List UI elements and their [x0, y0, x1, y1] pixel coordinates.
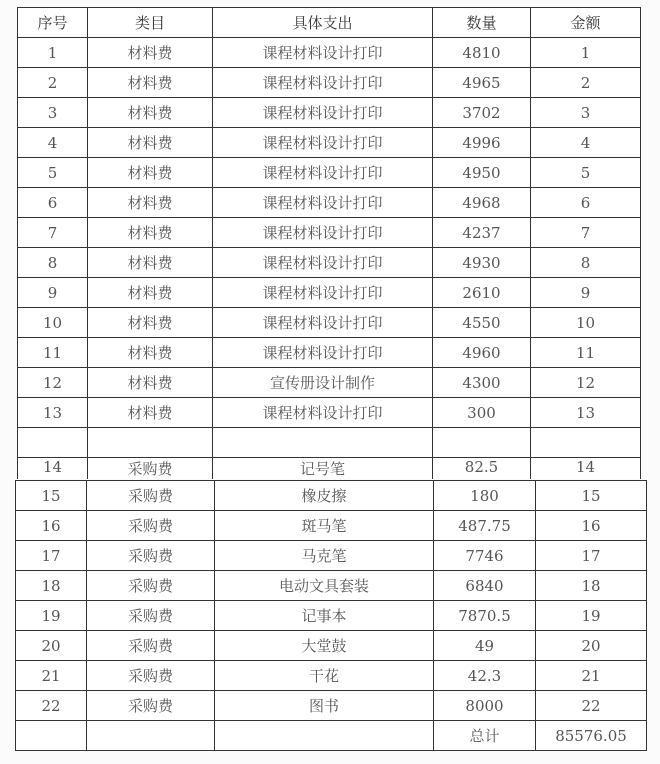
amount: 10 — [531, 308, 641, 338]
quantity: 8000 — [434, 691, 536, 721]
amount: 15 — [536, 481, 647, 511]
amount: 9 — [531, 278, 641, 308]
table-header — [18, 8, 641, 38]
table-row — [16, 571, 647, 601]
total-value: 85576.05 — [536, 721, 647, 751]
amount: 18 — [536, 571, 647, 601]
row-number — [18, 428, 88, 458]
expense-item: 课程材料设计打印 — [213, 278, 433, 308]
table-row — [18, 398, 641, 428]
table-row — [18, 308, 641, 338]
expense-table-top — [17, 7, 641, 479]
category: 材料费 — [88, 338, 213, 368]
quantity: 4550 — [433, 308, 531, 338]
expense-item: 课程材料设计打印 — [213, 338, 433, 368]
quantity: 4968 — [433, 188, 531, 218]
quantity: 49 — [434, 631, 536, 661]
row-number: 1 — [18, 38, 88, 68]
total-label: 总计 — [434, 721, 536, 751]
table-row — [18, 458, 641, 480]
table-row — [16, 631, 647, 661]
category: 采购费 — [87, 601, 215, 631]
quantity: 4810 — [433, 38, 531, 68]
quantity — [433, 428, 531, 458]
row-number: 12 — [18, 368, 88, 398]
category: 材料费 — [88, 68, 213, 98]
table-row — [18, 188, 641, 218]
row-number: 15 — [16, 481, 87, 511]
header-row-number: 序号 — [18, 8, 88, 38]
row-number: 5 — [18, 158, 88, 188]
expense-item: 课程材料设计打印 — [213, 398, 433, 428]
quantity: 4996 — [433, 128, 531, 158]
amount: 16 — [536, 511, 647, 541]
row-number: 7 — [18, 218, 88, 248]
quantity: 4930 — [433, 248, 531, 278]
row-number: 6 — [18, 188, 88, 218]
amount: 12 — [531, 368, 641, 398]
quantity: 4237 — [433, 218, 531, 248]
total-row — [16, 721, 647, 751]
amount: 3 — [531, 98, 641, 128]
header-category: 类目 — [88, 8, 213, 38]
row-number: 17 — [16, 541, 87, 571]
table-row — [18, 68, 641, 98]
expense-item: 课程材料设计打印 — [213, 128, 433, 158]
category: 采购费 — [87, 661, 215, 691]
expense-item: 记号笔 — [213, 458, 433, 480]
category: 采购费 — [87, 511, 215, 541]
amount: 4 — [531, 128, 641, 158]
category: 材料费 — [88, 158, 213, 188]
quantity: 7870.5 — [434, 601, 536, 631]
empty-cell — [215, 721, 434, 751]
row-number: 10 — [18, 308, 88, 338]
quantity: 4950 — [433, 158, 531, 188]
row-number: 14 — [18, 458, 88, 480]
quantity: 180 — [434, 481, 536, 511]
row-number: 13 — [18, 398, 88, 428]
quantity: 4960 — [433, 338, 531, 368]
category: 材料费 — [88, 398, 213, 428]
row-number: 16 — [16, 511, 87, 541]
expense-item: 课程材料设计打印 — [213, 68, 433, 98]
table-row — [18, 98, 641, 128]
table-row — [18, 338, 641, 368]
expense-item: 课程材料设计打印 — [213, 218, 433, 248]
table-row — [18, 278, 641, 308]
row-number: 3 — [18, 98, 88, 128]
expense-item: 图书 — [215, 691, 434, 721]
amount: 8 — [531, 248, 641, 278]
quantity: 487.75 — [434, 511, 536, 541]
row-number: 21 — [16, 661, 87, 691]
category: 材料费 — [88, 38, 213, 68]
quantity: 3702 — [433, 98, 531, 128]
quantity: 300 — [433, 398, 531, 428]
row-number: 18 — [16, 571, 87, 601]
table-row — [16, 481, 647, 511]
category: 材料费 — [88, 218, 213, 248]
header-quantity: 数量 — [433, 8, 531, 38]
empty-cell — [87, 721, 215, 751]
expense-item: 课程材料设计打印 — [213, 98, 433, 128]
category: 采购费 — [87, 691, 215, 721]
quantity: 4965 — [433, 68, 531, 98]
expense-item: 课程材料设计打印 — [213, 38, 433, 68]
row-number: 4 — [18, 128, 88, 158]
quantity: 6840 — [434, 571, 536, 601]
expense-item: 斑马笔 — [215, 511, 434, 541]
table-row — [18, 428, 641, 458]
expense-item — [213, 428, 433, 458]
expense-table-bottom — [15, 480, 647, 751]
table-row — [18, 248, 641, 278]
table-row — [16, 601, 647, 631]
row-number: 19 — [16, 601, 87, 631]
category: 材料费 — [88, 188, 213, 218]
expense-item: 马克笔 — [215, 541, 434, 571]
amount: 2 — [531, 68, 641, 98]
row-number: 20 — [16, 631, 87, 661]
row-number: 22 — [16, 691, 87, 721]
amount: 17 — [536, 541, 647, 571]
amount: 19 — [536, 601, 647, 631]
amount — [531, 428, 641, 458]
category: 材料费 — [88, 368, 213, 398]
table-row — [16, 541, 647, 571]
category: 采购费 — [87, 541, 215, 571]
row-number: 9 — [18, 278, 88, 308]
amount: 11 — [531, 338, 641, 368]
quantity: 82.5 — [433, 458, 531, 480]
expense-item: 课程材料设计打印 — [213, 248, 433, 278]
table-row — [18, 368, 641, 398]
row-number: 8 — [18, 248, 88, 278]
amount: 20 — [536, 631, 647, 661]
expense-item: 课程材料设计打印 — [213, 308, 433, 338]
header-expense-item: 具体支出 — [213, 8, 433, 38]
category — [88, 428, 213, 458]
amount: 14 — [531, 458, 641, 480]
amount: 1 — [531, 38, 641, 68]
quantity: 7746 — [434, 541, 536, 571]
header-amount: 金额 — [531, 8, 641, 38]
row-number: 2 — [18, 68, 88, 98]
table-row — [18, 128, 641, 158]
quantity: 2610 — [433, 278, 531, 308]
expense-item: 记事本 — [215, 601, 434, 631]
quantity: 42.3 — [434, 661, 536, 691]
table-row — [16, 511, 647, 541]
category: 采购费 — [88, 458, 213, 480]
expense-item: 橡皮擦 — [215, 481, 434, 511]
category: 材料费 — [88, 128, 213, 158]
expense-item: 课程材料设计打印 — [213, 158, 433, 188]
category: 材料费 — [88, 98, 213, 128]
category: 采购费 — [87, 481, 215, 511]
category: 材料费 — [88, 278, 213, 308]
table-row — [16, 661, 647, 691]
quantity: 4300 — [433, 368, 531, 398]
table-row — [18, 158, 641, 188]
amount: 7 — [531, 218, 641, 248]
category: 材料费 — [88, 308, 213, 338]
empty-cell — [16, 721, 87, 751]
expense-item: 干花 — [215, 661, 434, 691]
amount: 13 — [531, 398, 641, 428]
category: 采购费 — [87, 571, 215, 601]
category: 采购费 — [87, 631, 215, 661]
amount: 21 — [536, 661, 647, 691]
expense-item: 电动文具套装 — [215, 571, 434, 601]
table-row — [18, 38, 641, 68]
table-row — [18, 218, 641, 248]
expense-item: 大堂鼓 — [215, 631, 434, 661]
amount: 5 — [531, 158, 641, 188]
amount: 6 — [531, 188, 641, 218]
category: 材料费 — [88, 248, 213, 278]
table-row — [16, 691, 647, 721]
amount: 22 — [536, 691, 647, 721]
expense-item: 宣传册设计制作 — [213, 368, 433, 398]
expense-item: 课程材料设计打印 — [213, 188, 433, 218]
row-number: 11 — [18, 338, 88, 368]
